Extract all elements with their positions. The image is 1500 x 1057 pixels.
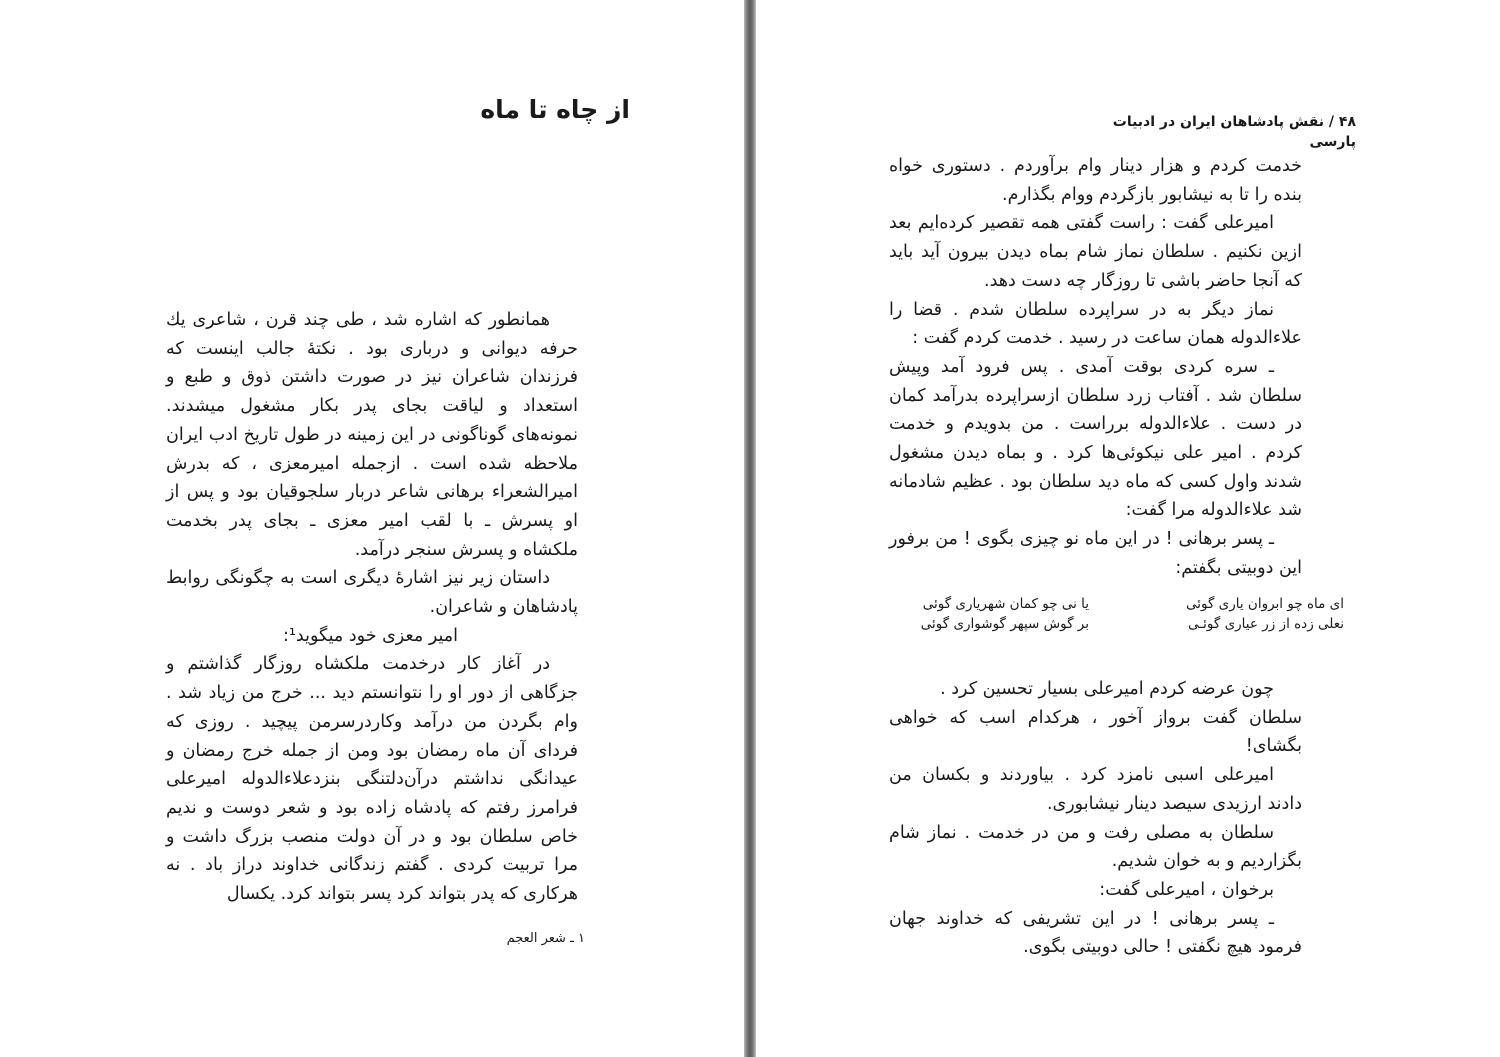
left-page xyxy=(0,0,744,1057)
paragraph: سلطان به مصلی رفت و من در خدمت . نماز شام بگزاردیم و به خوان شدیم. xyxy=(889,822,1302,872)
hemistich: یا نی چو کمان شهریاری گوئی xyxy=(922,596,1089,612)
paragraph: همانطور که اشاره شد ، طی چند قرن ، شاعری یك حرفه دیوانی و درباری بود . نکتهٔ جالب اینست که فرزندان شاعران نیز در صورت داشتن ذوق و طبع و استعداد و لیاقت بجای پدر بکار مشغول میشدند. نمونه‌های گوناگونی در این زمینه در طول تاریخ ادب ایران ملاحظه شده است . ازجمله امیرمعزی ، که بدرش امیرالشعراء برهانی شاعر دربار سلجوقیان بود و پس از او پسرش ـ با لقب امیر معزی ـ بجای پدر بخدمت ملکشاه و پسرش سنجر درآمد. xyxy=(166,310,578,560)
paragraph: برخوان ، امیرعلی گفت: xyxy=(1099,879,1274,900)
hemistich: بر گوش سپهر گوشواری گوئی xyxy=(920,616,1089,632)
footnote: ۱ ـ شعر العجم xyxy=(506,931,585,946)
paragraph: امیرعلی گفت : راست گفتی همه تقصیر کرده‌ایم بعد ازین نکنیم . سلطان نماز شام بماه دیدن بیرون آید باید که آنجا حاضر باشی تا روزگار چه دست دهد. xyxy=(889,213,1302,291)
running-header: ۴۸ / نقش پادشاهان ایران در ادبیات پارسی xyxy=(1112,114,1356,150)
poem-couplet xyxy=(894,594,1344,634)
right-page xyxy=(756,0,1500,1057)
paragraph: سلطان گفت برواز آخور ، هرکدام اسب که خواهی بگشای! xyxy=(889,707,1302,757)
left-body-text xyxy=(166,306,578,909)
paragraph: چون عرضه کردم امیرعلی بسیار تحسین کرد . xyxy=(940,679,1274,699)
paragraph: داستان زیر نیز اشارهٔ دیگری است به چگونگی روابط پادشاهان و شاعران. xyxy=(166,568,578,618)
paragraph: امیرعلی اسبی نامزد کرد . بیاوردند و بکسان من دادند ارزیدی سیصد دینار نیشابوری. xyxy=(889,765,1302,814)
paragraph: در آغاز کار درخدمت ملکشاه روزگار گذاشتم و جزگاهی از دور او را نتوانستم دید ... خرج من زیاد شد . وام بگردن من درآمد وکاردرسرمن پیچید . روزی که فردای آن ماه رمضان بود ومن از جمله خرج رمضان و عیدانگی نداشتم درآن‌دلتنگی بنزدعلاءالدوله امیرعلی فرامرز رفتم که پادشاه زاده بود و شعر دوست و ندیم خاص سلطان بود و در آن دولت منصب بزرگ داشت و مرا تربیت کردی . گفتم زندگانی خداوند دراز باد . نه هرکاری که پدر بتواند کرد پسر بتواند کرد. یکسال xyxy=(166,654,578,905)
hemistich: ای ماه چو ابروان یاری گوئی xyxy=(1185,596,1344,612)
paragraph: ـ پسر برهانی ! در این تشریفی که خداوند جهان فرمود هیچ نگفتی ! حالی دوبیتی بگوی. xyxy=(889,908,1302,958)
right-body-text-bottom xyxy=(889,675,1302,962)
right-body-text-top xyxy=(889,152,1302,583)
paragraph: امیر معزی خود میگوید¹: xyxy=(282,625,458,646)
chapter-title: از چاه تا ماه xyxy=(480,95,630,124)
hemistich: نعلی زده از زر عیاری گوئـی xyxy=(1187,616,1344,632)
paragraph: خدمت کردم و هزار دینار وام برآوردم . دستوری خواه بنده را تا به نیشابور بازگردم ووام بگذارم. xyxy=(889,156,1302,205)
paragraph: نماز دیگر به در سراپرده سلطان شدم . قضا را علاءالدوله همان ساعت در رسید . خدمت کردم گفت : xyxy=(889,299,1302,349)
paragraph: ـ سره کردی بوقت آمدی . پس فرود آمد وپیش سلطان شد . آفتاب زرد سلطان ازسراپرده بدرآمد کمان در دست . علاءالدوله برراست . من بدویدم و خدمت کردم . امیر علی نیکوئی‌ها کرد . و بماه دیدن مشغول شدند واول کسی که ماه دید سلطان بود . عظیم شادمانه شد علاءالدوله مرا گفت: xyxy=(889,356,1302,521)
book-gutter xyxy=(744,0,756,1057)
paragraph: ـ پسر برهانی ! در این ماه نو چیزی بگوی ! من برفور این دوبیتی بگفتم: xyxy=(889,529,1302,578)
